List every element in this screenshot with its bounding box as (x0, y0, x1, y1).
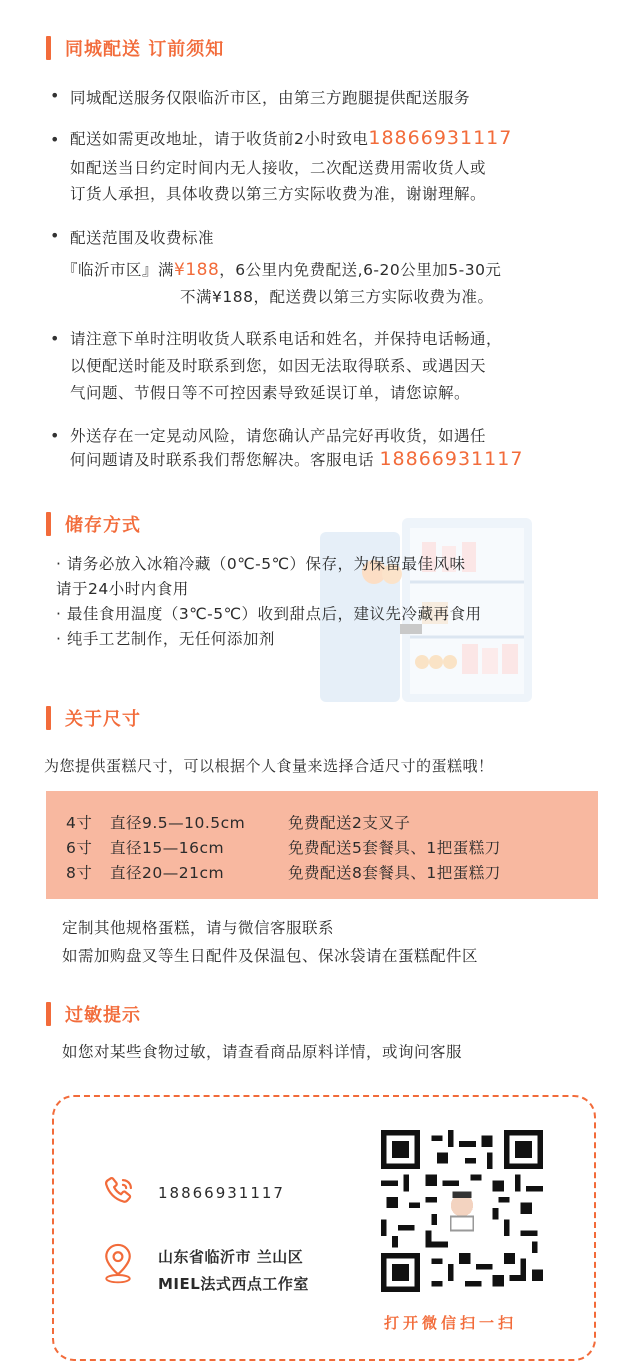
qr-caption: 打开微信扫一扫 (384, 1314, 518, 1332)
size-section-title (46, 706, 141, 730)
wechat-qr-code (381, 1130, 543, 1292)
range-line-2: 不满¥188，配送费以第三方实际收费为准。 (180, 288, 494, 306)
range-price: ¥188 (174, 260, 220, 280)
bullet-dot: • (50, 329, 60, 348)
notice-item-4-line-3: 气问题、节假日等不可控因素导致延误订单，请您谅解。 (70, 384, 471, 402)
size-row (66, 861, 501, 883)
notice-item-4-line-1: 请注意下单时注明收货人联系电话和姓名，并保持电话畅通， (70, 330, 503, 348)
notice-item-5-line-2 (70, 448, 523, 470)
storage-section-title (46, 512, 141, 536)
notice-item-2-line-2: 如配送当日约定时间内无人接收，二次配送费用需收货人或 (70, 159, 487, 177)
bullet-dot: • (50, 226, 60, 245)
notice-phone: 18866931117 (368, 127, 513, 149)
section-marker (46, 706, 51, 730)
allergy-section-title (46, 1002, 141, 1026)
size-diameter: 直径15—16cm (110, 839, 225, 857)
size-title: 关于尺寸 (65, 709, 141, 730)
bullet-dot: • (50, 130, 60, 149)
bullet-dot: • (50, 86, 60, 105)
range-rule: ，6公里内免费配送,6-20公里加5-30元 (219, 261, 502, 279)
notice-section-title (46, 36, 224, 60)
notice-item-3: 配送范围及收费标准 (70, 229, 215, 247)
phone-icon (100, 1173, 138, 1211)
section-marker (46, 512, 51, 536)
notice-item-5-line-1: 外送存在一定晃动风险，请您确认产品完好再收货，如遇任 (70, 427, 487, 445)
notice-item-1: 同城配送服务仅限临沂市区，由第三方跑腿提供配送服务 (70, 89, 471, 107)
notice-item-5-text: 何问题请及时联系我们帮您解决。客服电话 (70, 451, 380, 469)
size-gift: 免费配送8套餐具、1把蛋糕刀 (288, 864, 501, 882)
storage-line-3: · 最佳食用温度（3℃-5℃）收到甜点后，建议先冷藏再食用 (56, 605, 482, 623)
size-row (66, 836, 501, 858)
section-marker (46, 1002, 51, 1026)
size-value: 4寸 (66, 814, 93, 832)
contact-address-2: MIEL法式西点工作室 (158, 1275, 309, 1293)
size-note-2: 如需加购盘叉等生日配件及保温包、保冰袋请在蛋糕配件区 (62, 947, 479, 965)
size-value: 6寸 (66, 839, 93, 857)
size-gift: 免费配送2支叉子 (288, 814, 411, 832)
storage-line-1: · 请务必放入冰箱冷藏（0℃-5℃）保存，为保留最佳风味 (56, 555, 466, 573)
notice-item-4-line-2: 以便配送时能及时联系到您，如因无法取得联系、或遇因天 (70, 357, 487, 375)
size-diameter: 直径9.5—10.5cm (110, 814, 246, 832)
notice-item-2-line-1 (70, 127, 512, 149)
size-value: 8寸 (66, 864, 93, 882)
range-line-1 (62, 258, 501, 280)
storage-title: 储存方式 (65, 515, 141, 536)
size-table (46, 791, 598, 899)
contact-address-1: 山东省临沂市 兰山区 (158, 1248, 304, 1266)
size-gift: 免费配送5套餐具、1把蛋糕刀 (288, 839, 501, 857)
size-diameter: 直径20—21cm (110, 864, 225, 882)
notice-title: 同城配送 订前须知 (65, 39, 225, 60)
contact-phone: 18866931117 (158, 1184, 285, 1202)
size-row (66, 811, 410, 833)
storage-line-2: 请于24小时内食用 (56, 580, 189, 598)
storage-line-4: · 纯手工艺制作，无任何添加剂 (56, 630, 275, 648)
notice-item-2-line-3: 订货人承担，具体收费以第三方实际收费为准，谢谢理解。 (70, 185, 487, 203)
allergy-title: 过敏提示 (65, 1005, 141, 1026)
location-pin-icon (100, 1242, 136, 1286)
notice-item-2-text: 配送如需更改地址，请于收货前2小时致电 (70, 130, 369, 148)
bullet-dot: • (50, 426, 60, 445)
size-note-1: 定制其他规格蛋糕，请与微信客服联系 (62, 919, 335, 937)
service-phone: 18866931117 (379, 448, 524, 470)
size-intro: 为您提供蛋糕尺寸，可以根据个人食量来选择合适尺寸的蛋糕哦！ (44, 757, 494, 775)
section-marker (46, 36, 51, 60)
allergy-text: 如您对某些食物过敏，请查看商品原料详情，或询问客服 (62, 1043, 463, 1061)
range-area: 『临沂市区』满 (62, 261, 175, 279)
